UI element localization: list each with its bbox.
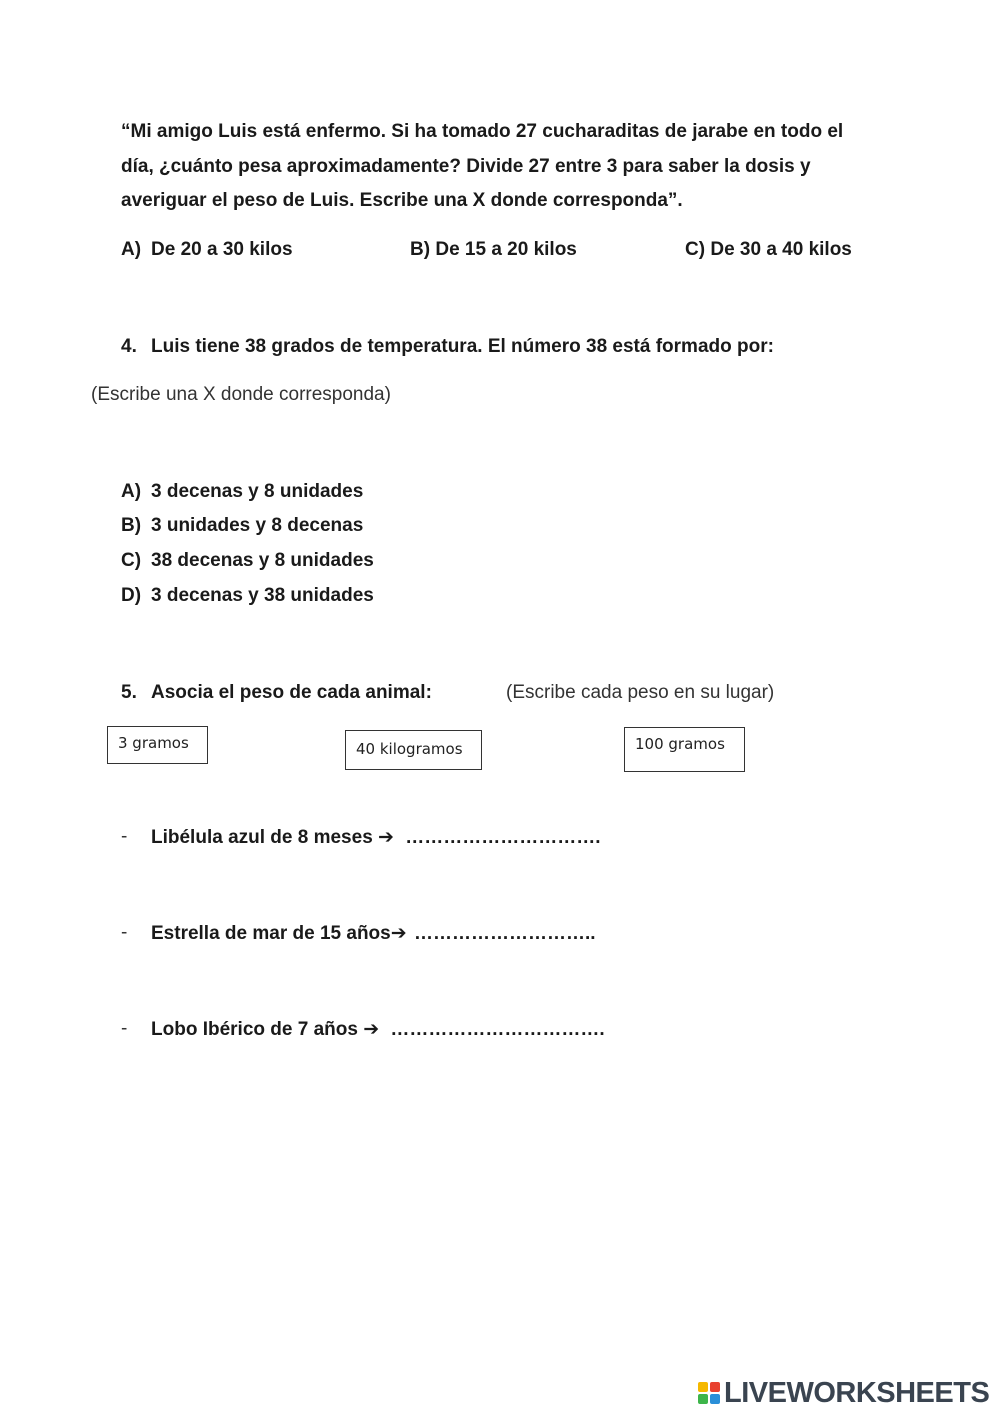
logo-square (698, 1382, 708, 1392)
intro-line-1: “Mi amigo Luis está enfermo. Si ha tomado 27 cucharaditas de jarabe en todo el (121, 121, 844, 142)
option-letter: D) (121, 585, 142, 606)
option-text: De 30 a 40 kilos (710, 239, 852, 260)
liveworksheets-logo (698, 1378, 989, 1408)
option-letter: C) (121, 550, 142, 571)
option-letter: A) (121, 239, 142, 260)
q4-question: Luis tiene 38 grados de temperatura. El número 38 está formado por: (151, 336, 774, 357)
option-text: 3 decenas y 8 unidades (151, 481, 364, 502)
item-estrella-de-mar (151, 922, 596, 945)
q4-heading (121, 336, 774, 358)
option-letter: C) (685, 239, 706, 260)
q4-option-b[interactable] (121, 515, 363, 537)
answer-blank[interactable]: …………………………. (405, 827, 601, 848)
option-text: De 20 a 30 kilos (151, 239, 293, 260)
option-letter: B) (121, 515, 142, 536)
weight-box-100-gramos[interactable]: 100 gramos (624, 727, 745, 772)
item-dash: - (121, 826, 128, 847)
q4-option-d[interactable] (121, 585, 374, 607)
item-dash: - (121, 1018, 128, 1039)
item-text: Libélula azul de 8 meses ➔ (151, 827, 394, 848)
item-lobo-iberico (151, 1018, 605, 1041)
logo-square (710, 1382, 720, 1392)
option-letter: B) (410, 239, 431, 260)
q5-number: 5. (121, 682, 137, 703)
logo-mark-icon (698, 1382, 720, 1404)
q5-question: Asocia el peso de cada animal: (151, 682, 432, 703)
weight-box-40-kilogramos[interactable]: 40 kilogramos (345, 730, 482, 770)
answer-blank[interactable]: ……………………….. (413, 923, 596, 944)
item-libelula (151, 826, 601, 849)
option-text: 3 unidades y 8 decenas (151, 515, 364, 536)
answer-blank[interactable]: ……………………………. (390, 1019, 605, 1040)
logo-square (710, 1394, 720, 1404)
intro-line-2: día, ¿cuánto pesa aproximadamente? Divide 27 entre 3 para saber la dosis y (121, 156, 811, 177)
q4-option-c[interactable] (121, 550, 374, 572)
intro-option-a[interactable] (121, 239, 293, 261)
item-text: Estrella de mar de 15 años➔ (151, 923, 407, 944)
intro-option-c[interactable] (685, 239, 852, 261)
logo-square (698, 1394, 708, 1404)
option-text: 3 decenas y 38 unidades (151, 585, 374, 606)
item-text: Lobo Ibérico de 7 años ➔ (151, 1019, 380, 1040)
q5-heading (121, 682, 432, 704)
intro-option-b[interactable] (410, 239, 577, 261)
q5-instruction: (Escribe cada peso en su lugar) (506, 682, 775, 703)
q4-number: 4. (121, 336, 137, 357)
logo-text: LIVEWORKSHEETS (724, 1376, 990, 1409)
q4-instruction: (Escribe una X donde corresponda) (91, 384, 391, 405)
option-text: De 15 a 20 kilos (435, 239, 577, 260)
option-letter: A) (121, 481, 142, 502)
weight-box-3-gramos[interactable]: 3 gramos (107, 726, 208, 764)
q4-option-a[interactable] (121, 481, 363, 503)
option-text: 38 decenas y 8 unidades (151, 550, 374, 571)
intro-line-3: averiguar el peso de Luis. Escribe una X donde corresponda”. (121, 190, 683, 211)
item-dash: - (121, 922, 128, 943)
